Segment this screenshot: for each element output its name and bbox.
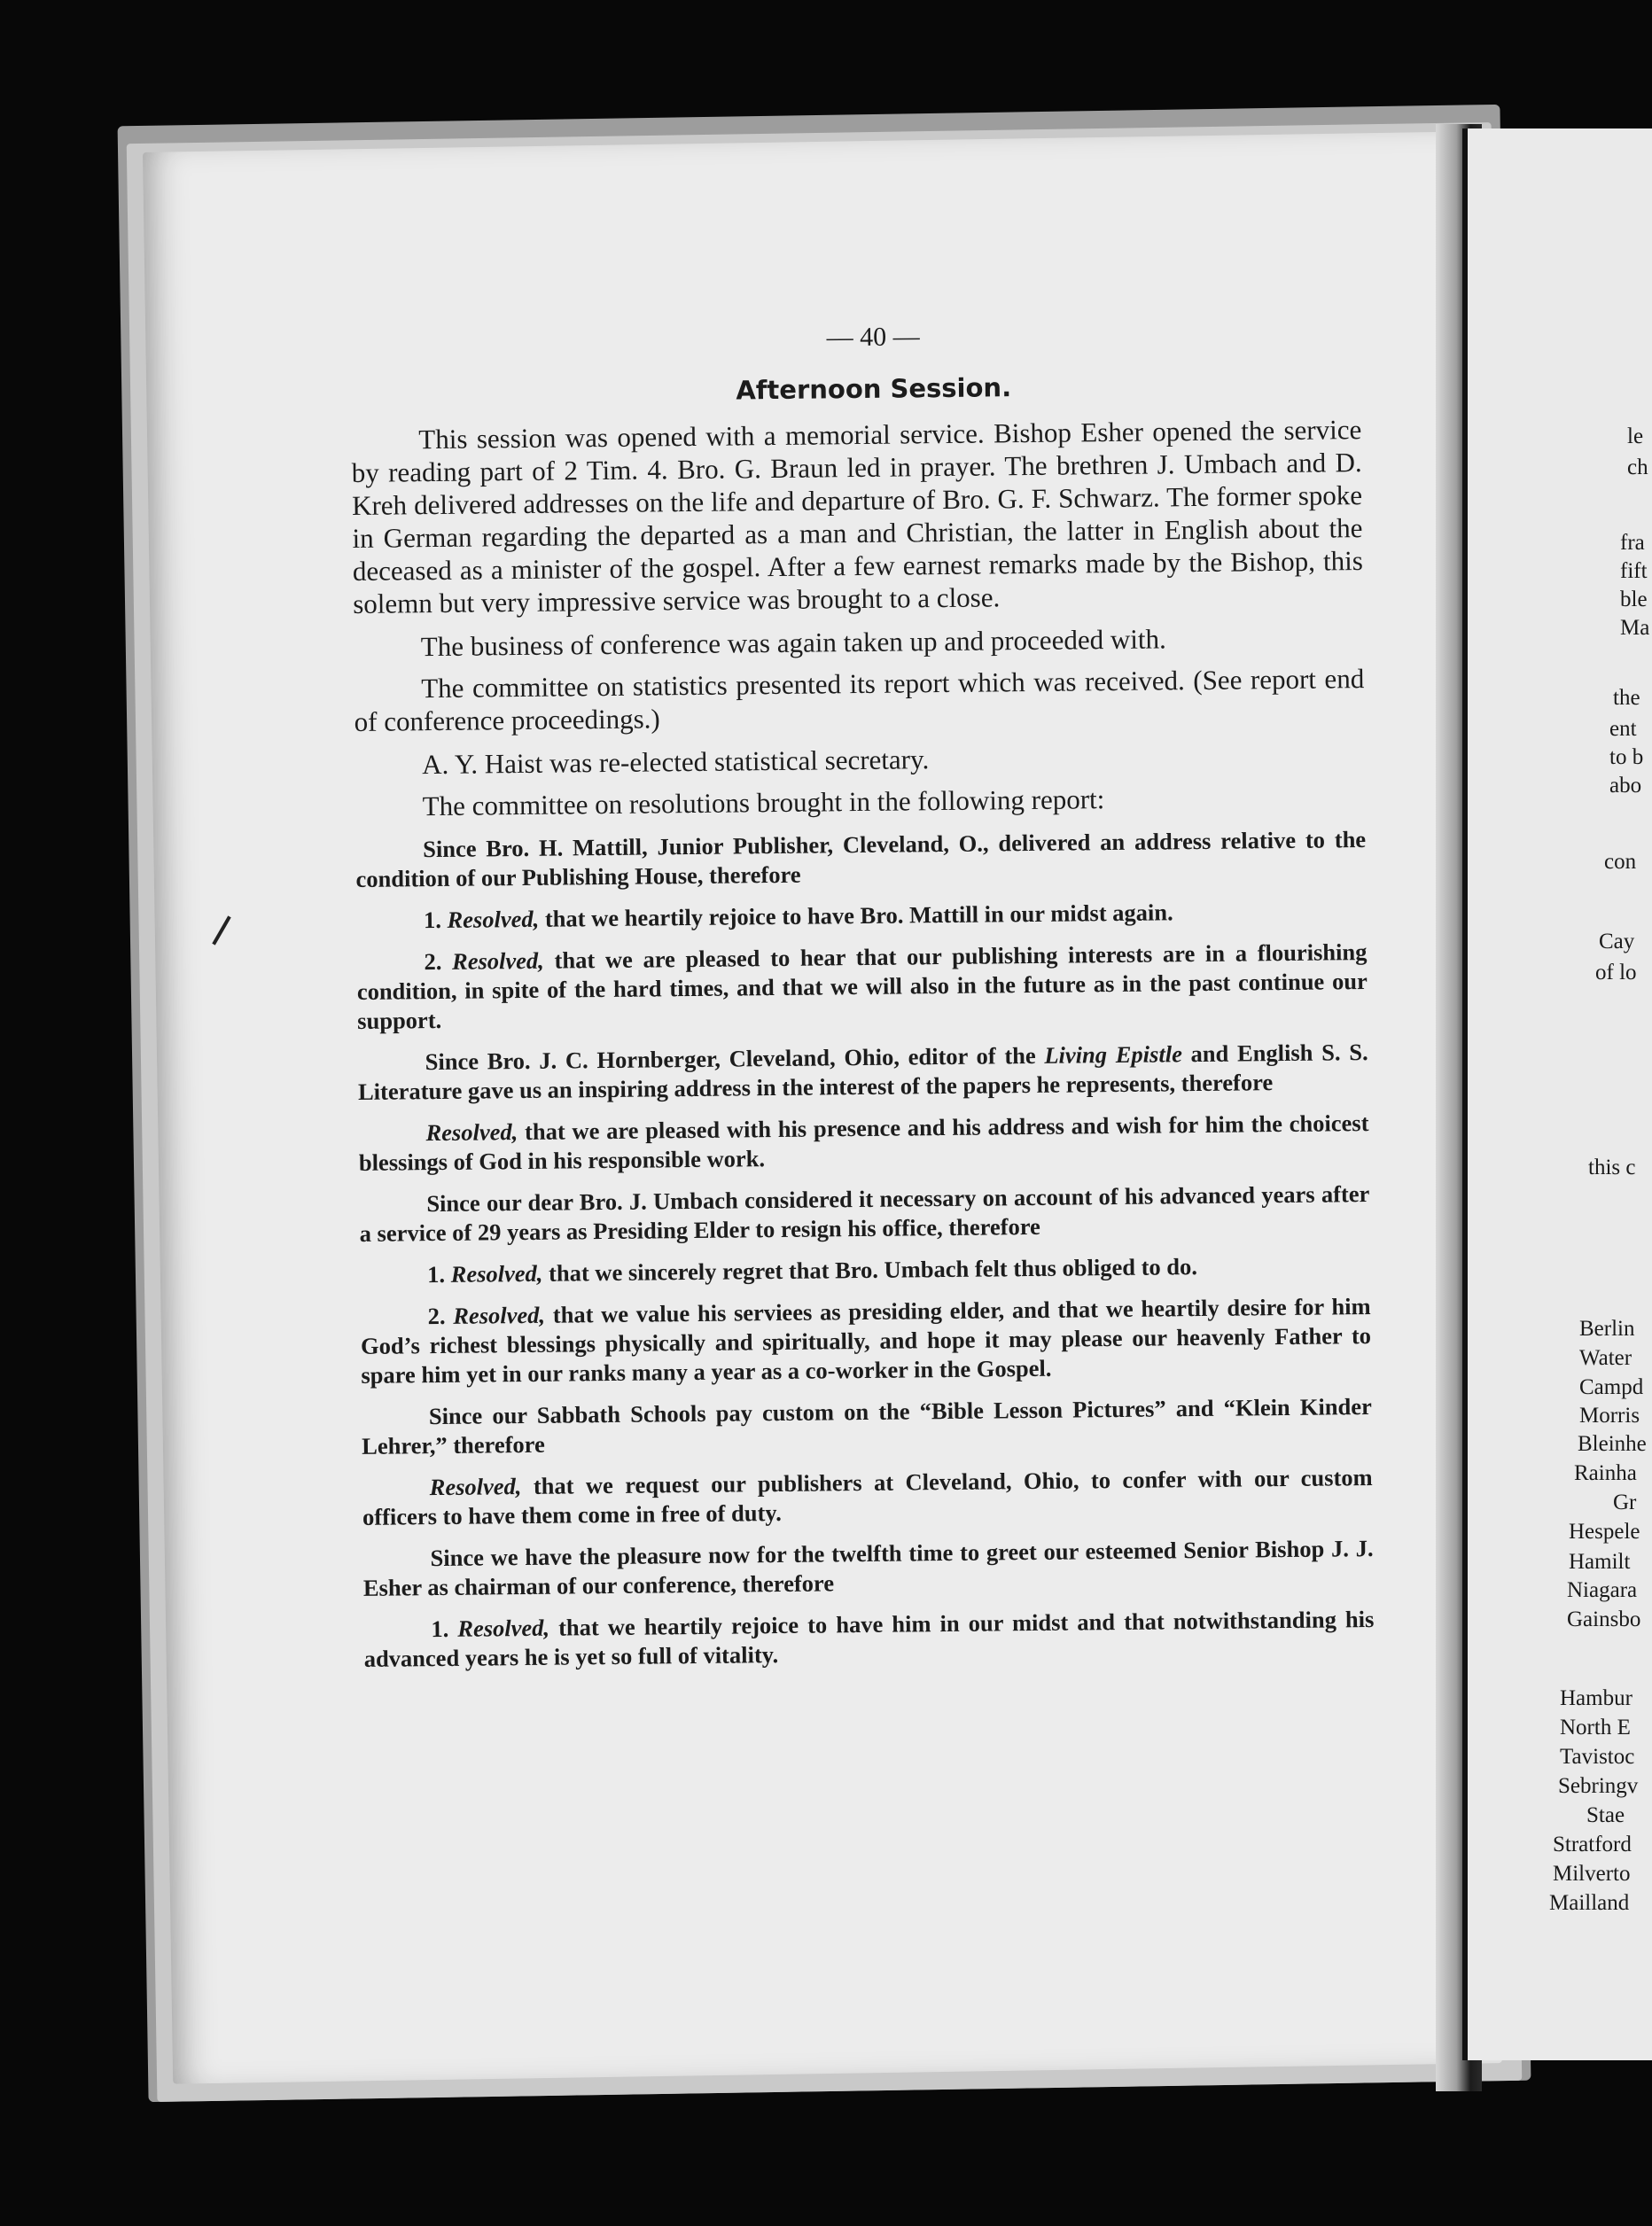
right-page-fragment: Water: [1579, 1346, 1633, 1370]
resolution-lead: 2.: [424, 947, 453, 976]
resolution-paragraph: [360, 1250, 1370, 1290]
resolution-lead: Since our dear Bro. J. Umbach considered it necessary on account of his advanced years after a service of 29 years as Presiding Elder to resign his office, therefore: [359, 1180, 1370, 1247]
right-page-fragment: Sebringv: [1558, 1774, 1639, 1798]
resolution-italic: Resolved,: [453, 1301, 546, 1329]
page-content: [350, 317, 1375, 1685]
right-page-fragment: Mailland: [1549, 1891, 1630, 1915]
paragraph-statistics: The committee on statistics presented its report which was received. (See report end of conference proceedings.): [354, 663, 1365, 737]
right-page-fragment: ble: [1620, 588, 1648, 611]
right-page-fragment: Stae: [1586, 1803, 1625, 1827]
right-page-fragment: Berlin: [1579, 1317, 1635, 1341]
paragraph-secretary: A. Y. Haist was re-elected statistical secretary.: [421, 743, 930, 781]
right-page-fragment: le: [1627, 424, 1644, 448]
resolution-body: that we are pleased to hear that our publishing interests are in a flourishing condition, in spite of the hard times, and that we will also in the future as in the past continue our support.: [356, 938, 1368, 1034]
right-page-fragment: to b: [1609, 745, 1644, 769]
resolution-paragraph: [358, 1038, 1369, 1107]
resolution-italic: Resolved,: [447, 905, 540, 933]
right-page-fragment: of lo: [1595, 961, 1637, 985]
right-page-fragment: con: [1604, 850, 1637, 874]
resolution-lead: 1.: [427, 1260, 451, 1288]
resolution-lead: 1.: [431, 1615, 458, 1643]
resolution-body: that we sincerely regret that Bro. Umbach felt thus obliged to do.: [542, 1253, 1198, 1287]
right-page-fragment: Bleinhe: [1578, 1432, 1647, 1456]
resolution-paragraph: [358, 1109, 1369, 1178]
right-page-fragment: Hamilt: [1569, 1550, 1631, 1574]
right-page-fragment: North E: [1560, 1716, 1631, 1740]
resolution-italic: Living Epistle: [1044, 1040, 1183, 1069]
resolution-lead: Since we have the pleasure now for the twelfth time to greet our esteemed Senior Bishop J. J. Esher as chairman of our conference, therefore: [362, 1534, 1374, 1601]
right-page-fragment: Milverto: [1553, 1862, 1631, 1886]
paragraph-memorial: This session was opened with a memorial service. Bishop Esher opened the service by reading part of 2 Tim. 4. Bro. G. Braun led in prayer. The brethren J. Umbach and D. Kreh delivered addresses on the life and departure of Bro. G. F. Schwarz. The former spoke in German regarding the departed as a man and Christian, the latter in English about the deceased as a minister of the gospel. After a few earnest remarks made by the Bishop, this solemn but very impressive service was brought to a close.: [351, 414, 1363, 619]
resolution-italic: Resolved,: [450, 1259, 543, 1288]
right-page-fragment: Niagara: [1567, 1578, 1638, 1602]
resolution-lead: 1.: [423, 906, 448, 934]
right-page: [1462, 128, 1652, 2060]
resolution-lead: Since our Sabbath Schools pay custom on the “Bible Lesson Pictures” and “Klein Kinder Lehrer,” therefore: [362, 1392, 1372, 1459]
resolution-body: and English S. S. Literature gave us an inspiring address in the interest of the papers he represents, therefore: [357, 1039, 1368, 1105]
resolution-body: that we heartily rejoice to have him in our midst and that notwithstanding his advanced years he is yet so full of vitality.: [363, 1605, 1375, 1672]
resolution-italic: Resolved,: [425, 1118, 518, 1147]
right-page-fragment: Stratford: [1553, 1833, 1632, 1856]
page-number: — 40 —: [826, 322, 920, 353]
paragraph-business: The business of conference was again taken up and proceeded with.: [420, 623, 1166, 663]
resolution-lead: Since Bro. H. Mattill, Junior Publisher, Cleveland, O., delivered an address relative to the condition of our Publishing House, therefore: [355, 826, 1367, 892]
resolution-body: that we heartily rejoice to have Bro. Mattill in our midst again.: [539, 899, 1173, 932]
resolution-lead: Since Bro. J. C. Hornberger, Cleveland, Ohio, editor of the: [425, 1041, 1045, 1076]
resolution-body: that we value his serviees as presiding elder, and that we heartily desire for him God’s richest blessings physically and spiritually, and hope it may please our heavenly Father to spare him yet in our ranks many a year as a co-worker in the Gospel.: [360, 1293, 1372, 1389]
resolution-paragraph: [361, 1292, 1372, 1390]
right-page-fragment: Hespele: [1569, 1520, 1640, 1544]
right-page-fragment: ent: [1609, 717, 1637, 741]
right-page-fragment: Gr: [1613, 1490, 1637, 1514]
resolution-paragraph: [356, 896, 1367, 936]
resolution-paragraph: [362, 1534, 1374, 1603]
resolution-italic: Resolved,: [451, 946, 545, 975]
right-page-fragment: abo: [1609, 774, 1642, 798]
right-page-fragment: fift: [1620, 559, 1648, 583]
right-page-fragment: fra: [1620, 531, 1645, 555]
right-page-fragment: the: [1613, 686, 1640, 710]
resolution-body: that we are pleased with his presence and his address and wish for him the choicest blessings of God in his responsible work.: [358, 1109, 1369, 1176]
paragraph-resolutions-intro: The committee on resolutions brought in the following report:: [422, 783, 1105, 822]
section-heading: Afternoon Session.: [736, 372, 1012, 406]
resolution-paragraph: [363, 1605, 1375, 1674]
right-page-fragment: Gainsbo: [1567, 1607, 1641, 1631]
resolution-paragraph: [356, 938, 1368, 1036]
resolution-body: that we request our publishers at Cleveland, Ohio, to confer with our custom officers to have them come in free of duty.: [362, 1463, 1373, 1530]
right-page-fragment: Cay: [1599, 930, 1635, 953]
resolution-italic: Resolved,: [429, 1473, 522, 1501]
right-page-fragment: Tavistoc: [1560, 1745, 1635, 1769]
right-page-fragment: Ma: [1620, 616, 1650, 640]
resolution-paragraph: [362, 1463, 1374, 1532]
right-page-fragment: Campd: [1579, 1375, 1644, 1399]
resolution-lead: 2.: [427, 1302, 454, 1330]
resolution-italic: Resolved,: [457, 1614, 550, 1642]
right-page-fragment: this c: [1588, 1156, 1636, 1179]
resolution-paragraph: [359, 1179, 1370, 1249]
resolution-paragraph: [355, 825, 1367, 894]
resolutions-list: [355, 825, 1375, 1674]
right-page-fragment: Morris: [1579, 1404, 1640, 1428]
resolution-paragraph: [362, 1392, 1373, 1461]
right-page-fragment: Hambur: [1560, 1686, 1633, 1710]
right-page-fragment: Rainha: [1574, 1461, 1637, 1485]
right-page-fragment: ch: [1627, 455, 1648, 479]
